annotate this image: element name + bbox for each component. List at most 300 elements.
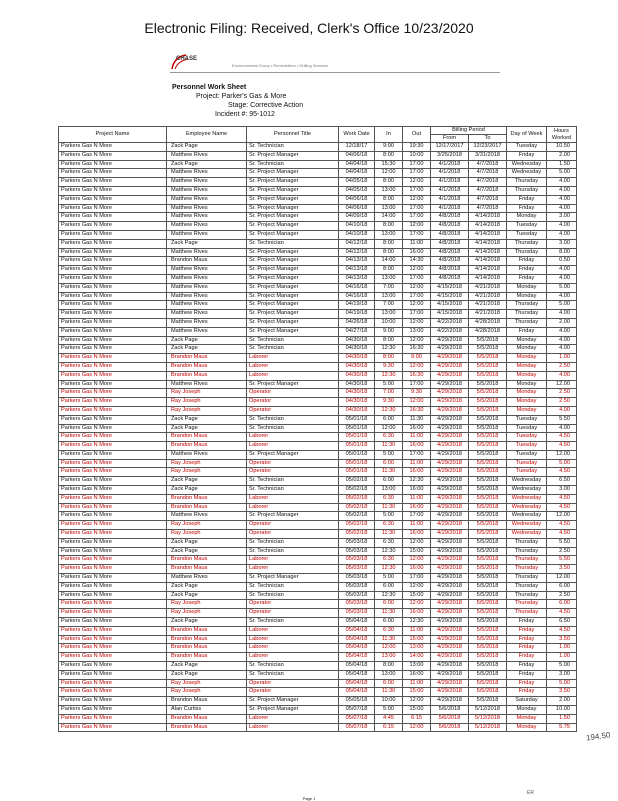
cell-project: Parkers Gas N More <box>59 556 167 565</box>
cell-to: 5/5/2018 <box>469 609 507 618</box>
cell-hours: 4.50 <box>547 503 577 512</box>
cell-day: Monday <box>507 398 547 407</box>
cell-title: Laborer <box>247 442 339 451</box>
cell-in: 13:00 <box>375 204 403 213</box>
table-row <box>59 530 577 539</box>
cell-date: 04/04/18 <box>339 160 375 169</box>
cell-date: 05/03/18 <box>339 591 375 600</box>
cell-hours: 5.50 <box>547 415 577 424</box>
cell-to: 5/5/2018 <box>469 398 507 407</box>
cell-project: Parkers Gas N More <box>59 679 167 688</box>
cell-from: 4/1/2018 <box>431 186 469 195</box>
cell-employee: Ray Joseph <box>167 389 247 398</box>
cell-day: Thursday <box>507 538 547 547</box>
cell-employee: Brandon Maus <box>167 371 247 380</box>
cell-hours: 5.00 <box>547 662 577 671</box>
cell-to: 5/5/2018 <box>469 530 507 539</box>
cell-day: Tuesday <box>507 222 547 231</box>
table-row <box>59 538 577 547</box>
cell-day: Wednesday <box>507 477 547 486</box>
cell-out: 9:00 <box>403 354 431 363</box>
cell-hours: 4.00 <box>547 327 577 336</box>
cell-employee: Matthew Rives <box>167 318 247 327</box>
cell-date: 04/19/18 <box>339 301 375 310</box>
cell-out: 12:00 <box>403 723 431 732</box>
cell-to: 5/5/2018 <box>469 512 507 521</box>
cell-in: 13:00 <box>375 274 403 283</box>
cell-to: 4/14/2018 <box>469 266 507 275</box>
cell-in: 6:00 <box>375 600 403 609</box>
cell-title: Sr. Project Manager <box>247 266 339 275</box>
cell-hours: 6.00 <box>547 600 577 609</box>
cell-from: 4/15/2018 <box>431 292 469 301</box>
cell-date: 04/30/18 <box>339 380 375 389</box>
cell-date: 05/03/18 <box>339 582 375 591</box>
cell-out: 16:00 <box>403 468 431 477</box>
table-row <box>59 283 577 292</box>
cell-in: 14:00 <box>375 257 403 266</box>
cell-day: Monday <box>507 213 547 222</box>
cell-title: Operator <box>247 688 339 697</box>
cell-date: 04/13/18 <box>339 266 375 275</box>
cell-hours: 2.00 <box>547 697 577 706</box>
cell-date: 05/02/18 <box>339 512 375 521</box>
cell-out: 12:30 <box>403 477 431 486</box>
cell-date: 05/03/18 <box>339 538 375 547</box>
cell-hours: 5.00 <box>547 459 577 468</box>
cell-day: Wednesday <box>507 169 547 178</box>
cell-project: Parkers Gas N More <box>59 670 167 679</box>
cell-day: Friday <box>507 618 547 627</box>
cell-to: 4/7/2018 <box>469 195 507 204</box>
cell-day: Thursday <box>507 301 547 310</box>
table-row <box>59 442 577 451</box>
cell-employee: Zack Page <box>167 670 247 679</box>
cell-employee: Zack Page <box>167 143 247 152</box>
cell-to: 5/5/2018 <box>469 547 507 556</box>
cell-title: Sr. Technician <box>247 547 339 556</box>
cell-date: 04/30/18 <box>339 336 375 345</box>
cell-in: 5:00 <box>375 450 403 459</box>
cell-out: 12:00 <box>403 336 431 345</box>
cell-hours: 4.00 <box>547 274 577 283</box>
cell-from: 4/1/2018 <box>431 160 469 169</box>
cell-project: Parkers Gas N More <box>59 706 167 715</box>
cell-employee: Zack Page <box>167 582 247 591</box>
cell-date: 05/04/18 <box>339 670 375 679</box>
cell-title: Sr. Project Manager <box>247 283 339 292</box>
cell-project: Parkers Gas N More <box>59 688 167 697</box>
cell-day: Thursday <box>507 556 547 565</box>
cell-hours: 5.75 <box>547 723 577 732</box>
cell-hours: 3.00 <box>547 670 577 679</box>
table-row <box>59 662 577 671</box>
cell-project: Parkers Gas N More <box>59 301 167 310</box>
cell-out: 10:00 <box>403 151 431 160</box>
cell-day: Wednesday <box>507 512 547 521</box>
cell-employee: Zack Page <box>167 618 247 627</box>
cell-employee: Matthew Rives <box>167 248 247 257</box>
cell-employee: Ray Joseph <box>167 688 247 697</box>
cell-hours: 3.00 <box>547 239 577 248</box>
cell-in: 11:30 <box>375 442 403 451</box>
cell-to: 5/5/2018 <box>469 354 507 363</box>
cell-in: 8:00 <box>375 222 403 231</box>
cell-day: Saturday <box>507 697 547 706</box>
cell-from: 4/8/2018 <box>431 257 469 266</box>
cell-employee: Matthew Rives <box>167 178 247 187</box>
cell-out: 11:00 <box>403 521 431 530</box>
cell-from: 4/29/2018 <box>431 494 469 503</box>
cell-date: 04/30/18 <box>339 371 375 380</box>
cell-date: 05/02/18 <box>339 486 375 495</box>
cell-employee: Ray Joseph <box>167 468 247 477</box>
cell-title: Operator <box>247 521 339 530</box>
cell-from: 4/8/2018 <box>431 213 469 222</box>
cell-in: 15:30 <box>375 160 403 169</box>
cell-day: Friday <box>507 327 547 336</box>
cell-from: 4/8/2018 <box>431 248 469 257</box>
cell-in: 12:30 <box>375 406 403 415</box>
cell-day: Thursday <box>507 591 547 600</box>
cell-to: 4/7/2018 <box>469 204 507 213</box>
cell-to: 5/5/2018 <box>469 336 507 345</box>
cell-out: 13:00 <box>403 327 431 336</box>
cell-employee: Matthew Rives <box>167 574 247 583</box>
cell-hours: 4.00 <box>547 371 577 380</box>
cell-from: 4/29/2018 <box>431 450 469 459</box>
cell-hours: 5.00 <box>547 169 577 178</box>
table-row <box>59 626 577 635</box>
cell-day: Tuesday <box>507 450 547 459</box>
cell-employee: Matthew Rives <box>167 230 247 239</box>
cell-day: Monday <box>507 354 547 363</box>
cell-to: 5/5/2018 <box>469 362 507 371</box>
cell-in: 11:30 <box>375 468 403 477</box>
cell-out: 17:00 <box>403 204 431 213</box>
cell-employee: Brandon Maus <box>167 644 247 653</box>
cell-out: 12:00 <box>403 178 431 187</box>
cell-out: 11:00 <box>403 679 431 688</box>
table-row <box>59 195 577 204</box>
cell-title: Sr. Project Manager <box>247 257 339 266</box>
col-employee: Employee Name <box>167 127 247 143</box>
cell-in: 13:00 <box>375 486 403 495</box>
cell-day: Tuesday <box>507 415 547 424</box>
cell-day: Friday <box>507 653 547 662</box>
cell-day: Wednesday <box>507 530 547 539</box>
cell-employee: Matthew Rives <box>167 204 247 213</box>
cell-hours: 4.00 <box>547 345 577 354</box>
cell-project: Parkers Gas N More <box>59 178 167 187</box>
cell-title: Sr. Project Manager <box>247 151 339 160</box>
cell-to: 4/21/2018 <box>469 301 507 310</box>
cell-to: 5/5/2018 <box>469 679 507 688</box>
cell-title: Sr. Project Manager <box>247 301 339 310</box>
table-row <box>59 222 577 231</box>
cell-in: 7:00 <box>375 283 403 292</box>
table-row <box>59 186 577 195</box>
cell-from: 4/29/2018 <box>431 574 469 583</box>
cell-project: Parkers Gas N More <box>59 354 167 363</box>
cell-title: Sr. Technician <box>247 582 339 591</box>
cell-day: Monday <box>507 380 547 389</box>
cell-from: 4/29/2018 <box>431 644 469 653</box>
cell-day: Wednesday <box>507 503 547 512</box>
cell-to: 5/5/2018 <box>469 371 507 380</box>
page-footer: Page 1 <box>302 796 316 801</box>
col-billing-period: Billing Period <box>431 127 507 135</box>
cell-in: 8:00 <box>375 266 403 275</box>
cell-project: Parkers Gas N More <box>59 257 167 266</box>
cell-title: Sr. Project Manager <box>247 450 339 459</box>
header-divider <box>170 72 500 73</box>
cell-in: 12:00 <box>375 424 403 433</box>
cell-date: 05/07/18 <box>339 723 375 732</box>
cell-to: 4/14/2018 <box>469 230 507 239</box>
table-row <box>59 230 577 239</box>
cell-project: Parkers Gas N More <box>59 459 167 468</box>
cell-project: Parkers Gas N More <box>59 565 167 574</box>
cell-employee: Matthew Rives <box>167 266 247 275</box>
cell-out: 19:30 <box>403 143 431 152</box>
cell-hours: 0.50 <box>547 257 577 266</box>
cell-date: 04/30/18 <box>339 354 375 363</box>
cell-employee: Matthew Rives <box>167 169 247 178</box>
cell-to: 5/5/2018 <box>469 591 507 600</box>
table-row <box>59 679 577 688</box>
cell-to: 5/5/2018 <box>469 433 507 442</box>
table-row <box>59 574 577 583</box>
cell-out: 16:00 <box>403 670 431 679</box>
cell-date: 05/07/18 <box>339 714 375 723</box>
cell-out: 12:00 <box>403 301 431 310</box>
cell-hours: 4.00 <box>547 406 577 415</box>
cell-day: Thursday <box>507 318 547 327</box>
cell-project: Parkers Gas N More <box>59 450 167 459</box>
cell-from: 4/29/2018 <box>431 354 469 363</box>
cell-out: 14:30 <box>403 257 431 266</box>
cell-in: 6:30 <box>375 626 403 635</box>
table-row <box>59 327 577 336</box>
cell-date: 05/03/18 <box>339 547 375 556</box>
cell-project: Parkers Gas N More <box>59 143 167 152</box>
cell-day: Monday <box>507 723 547 732</box>
table-row <box>59 591 577 600</box>
cell-day: Monday <box>507 345 547 354</box>
cell-from: 4/1/2018 <box>431 204 469 213</box>
cell-out: 11:00 <box>403 239 431 248</box>
cell-title: Sr. Project Manager <box>247 274 339 283</box>
cell-from: 4/29/2018 <box>431 547 469 556</box>
cell-out: 16:30 <box>403 371 431 380</box>
cell-title: Sr. Technician <box>247 477 339 486</box>
table-row <box>59 565 577 574</box>
cell-from: 4/29/2018 <box>431 609 469 618</box>
cell-day: Thursday <box>507 600 547 609</box>
cell-date: 05/04/18 <box>339 618 375 627</box>
cell-to: 5/5/2018 <box>469 424 507 433</box>
table-row <box>59 318 577 327</box>
cell-hours: 4.50 <box>547 609 577 618</box>
cell-hours: 4.00 <box>547 336 577 345</box>
cell-employee: Zack Page <box>167 486 247 495</box>
cell-from: 4/29/2018 <box>431 618 469 627</box>
cell-in: 6:00 <box>375 415 403 424</box>
cell-day: Tuesday <box>507 442 547 451</box>
cell-title: Sr. Project Manager <box>247 230 339 239</box>
cell-title: Sr. Technician <box>247 538 339 547</box>
cell-date: 05/03/18 <box>339 609 375 618</box>
cell-employee: Brandon Maus <box>167 433 247 442</box>
cell-to: 5/5/2018 <box>469 503 507 512</box>
cell-day: Thursday <box>507 186 547 195</box>
cell-project: Parkers Gas N More <box>59 327 167 336</box>
cell-in: 11:30 <box>375 688 403 697</box>
cell-day: Friday <box>507 688 547 697</box>
cell-hours: 4.00 <box>547 310 577 319</box>
cell-from: 4/29/2018 <box>431 371 469 380</box>
cell-out: 17:00 <box>403 574 431 583</box>
cell-date: 05/03/18 <box>339 574 375 583</box>
cell-from: 4/29/2018 <box>431 486 469 495</box>
cell-from: 4/8/2018 <box>431 266 469 275</box>
cell-employee: Zack Page <box>167 345 247 354</box>
cell-from: 4/29/2018 <box>431 503 469 512</box>
cell-date: 04/12/18 <box>339 239 375 248</box>
cell-project: Parkers Gas N More <box>59 274 167 283</box>
cell-title: Sr. Project Manager <box>247 574 339 583</box>
cell-date: 12/18/17 <box>339 143 375 152</box>
cell-project: Parkers Gas N More <box>59 336 167 345</box>
cell-out: 15:00 <box>403 591 431 600</box>
cell-employee: Ray Joseph <box>167 679 247 688</box>
cell-to: 4/14/2018 <box>469 257 507 266</box>
cell-to: 5/5/2018 <box>469 670 507 679</box>
cell-project: Parkers Gas N More <box>59 204 167 213</box>
cell-to: 5/5/2018 <box>469 494 507 503</box>
cell-title: Laborer <box>247 433 339 442</box>
cell-in: 8:00 <box>375 151 403 160</box>
cell-to: 5/12/2018 <box>469 706 507 715</box>
cell-day: Monday <box>507 371 547 380</box>
cell-hours: 4.00 <box>547 204 577 213</box>
cell-date: 05/04/18 <box>339 688 375 697</box>
cell-title: Sr. Project Manager <box>247 318 339 327</box>
project-line: Project: Parker's Gas & More <box>196 93 287 100</box>
cell-date: 05/02/18 <box>339 477 375 486</box>
cell-day: Thursday <box>507 248 547 257</box>
cell-in: 13:00 <box>375 292 403 301</box>
cell-to: 5/5/2018 <box>469 468 507 477</box>
cell-day: Wednesday <box>507 494 547 503</box>
cell-in: 6:30 <box>375 521 403 530</box>
cell-hours: 12.00 <box>547 512 577 521</box>
cell-title: Sr. Technician <box>247 662 339 671</box>
cell-project: Parkers Gas N More <box>59 213 167 222</box>
cell-out: 12:30 <box>403 618 431 627</box>
cell-date: 05/01/18 <box>339 442 375 451</box>
table-row <box>59 600 577 609</box>
cell-to: 5/5/2018 <box>469 618 507 627</box>
cell-hours: 1.50 <box>547 714 577 723</box>
cell-project: Parkers Gas N More <box>59 609 167 618</box>
cell-out: 12:00 <box>403 222 431 231</box>
cell-from: 4/29/2018 <box>431 530 469 539</box>
cell-hours: 5.00 <box>547 301 577 310</box>
cell-in: 6:15 <box>375 723 403 732</box>
cell-in: 4:45 <box>375 714 403 723</box>
cell-hours: 4.00 <box>547 178 577 187</box>
cell-employee: Zack Page <box>167 415 247 424</box>
cell-title: Sr. Project Manager <box>247 169 339 178</box>
cell-to: 5/12/2018 <box>469 714 507 723</box>
cell-date: 05/04/18 <box>339 635 375 644</box>
cell-title: Sr. Technician <box>247 486 339 495</box>
cell-hours: 4.00 <box>547 186 577 195</box>
sheet-title: Personnel Work Sheet <box>172 84 247 91</box>
cell-date: 05/01/18 <box>339 433 375 442</box>
cell-project: Parkers Gas N More <box>59 697 167 706</box>
cell-from: 4/15/2018 <box>431 310 469 319</box>
cell-in: 13:00 <box>375 230 403 239</box>
col-hours: Hours Worked <box>547 127 577 143</box>
cell-title: Sr. Project Manager <box>247 310 339 319</box>
cell-hours: 2.00 <box>547 151 577 160</box>
cell-out: 14:00 <box>403 653 431 662</box>
cell-title: Laborer <box>247 723 339 732</box>
cell-date: 04/09/18 <box>339 213 375 222</box>
table-row <box>59 433 577 442</box>
cell-to: 5/5/2018 <box>469 626 507 635</box>
cell-date: 04/13/18 <box>339 257 375 266</box>
cell-title: Laborer <box>247 565 339 574</box>
cell-to: 5/5/2018 <box>469 450 507 459</box>
cell-date: 05/05/18 <box>339 697 375 706</box>
cell-to: 4/28/2018 <box>469 327 507 336</box>
cell-out: 16:00 <box>403 609 431 618</box>
cell-in: 11:30 <box>375 503 403 512</box>
cell-to: 5/5/2018 <box>469 477 507 486</box>
cell-project: Parkers Gas N More <box>59 169 167 178</box>
cell-title: Sr. Project Manager <box>247 512 339 521</box>
cell-employee: Brandon Maus <box>167 626 247 635</box>
cell-to: 12/23/2017 <box>469 143 507 152</box>
cell-in: 5:00 <box>375 380 403 389</box>
cell-to: 5/5/2018 <box>469 574 507 583</box>
cell-hours: 1.00 <box>547 354 577 363</box>
cell-employee: Ray Joseph <box>167 398 247 407</box>
cell-employee: Zack Page <box>167 662 247 671</box>
table-row <box>59 248 577 257</box>
cell-date: 05/02/18 <box>339 503 375 512</box>
cell-to: 5/5/2018 <box>469 538 507 547</box>
cell-day: Friday <box>507 195 547 204</box>
cell-from: 4/29/2018 <box>431 538 469 547</box>
table-row <box>59 143 577 152</box>
table-row <box>59 362 577 371</box>
cell-project: Parkers Gas N More <box>59 477 167 486</box>
table-row <box>59 257 577 266</box>
cell-title: Sr. Technician <box>247 618 339 627</box>
cell-title: Sr. Project Manager <box>247 380 339 389</box>
cell-title: Sr. Project Manager <box>247 213 339 222</box>
cell-employee: Matthew Rives <box>167 292 247 301</box>
cell-day: Friday <box>507 644 547 653</box>
cell-from: 5/6/2018 <box>431 723 469 732</box>
cell-day: Tuesday <box>507 468 547 477</box>
cell-title: Operator <box>247 398 339 407</box>
